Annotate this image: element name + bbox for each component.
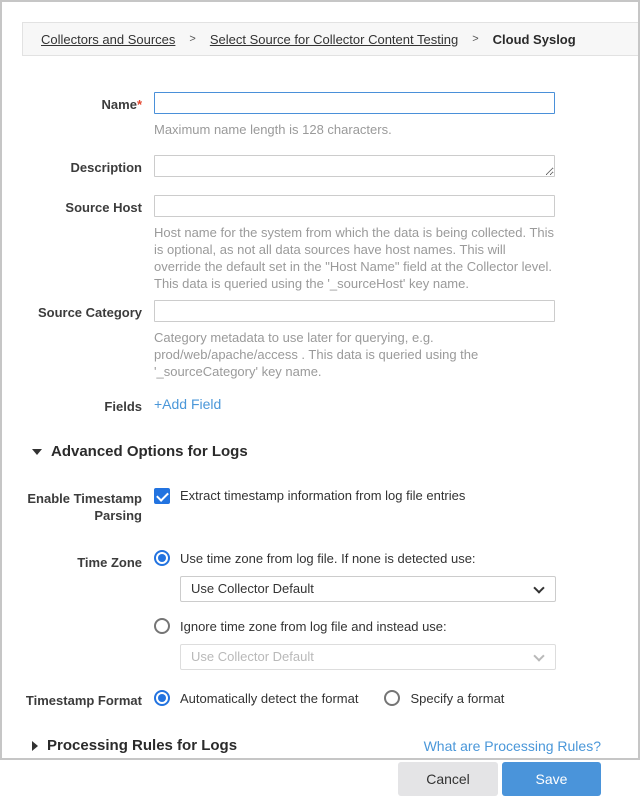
source-category-label: Source Category <box>37 305 142 320</box>
timezone-fallback-select[interactable]: Use Collector Default <box>180 576 556 602</box>
breadcrumb-separator: > <box>189 33 196 45</box>
ignore-timezone-radio[interactable] <box>154 618 170 634</box>
processing-rules-row <box>22 737 618 754</box>
source-host-label: Source Host <box>65 200 142 215</box>
description-row <box>22 155 618 182</box>
timestamp-parsing-label: Enable Timestamp Parsing <box>27 491 142 523</box>
what-are-processing-rules-link[interactable]: What are Processing Rules? <box>423 737 601 754</box>
specify-format-radio[interactable] <box>384 690 400 706</box>
breadcrumb-link-collectors[interactable]: Collectors and Sources <box>41 31 176 47</box>
advanced-options-header[interactable] <box>32 443 618 460</box>
timestamp-format-label: Timestamp Format <box>25 693 142 708</box>
use-timezone-from-logfile-radio[interactable] <box>154 550 170 566</box>
description-textarea[interactable] <box>154 155 555 177</box>
source-host-input[interactable] <box>154 195 555 217</box>
save-button[interactable]: Save <box>502 762 601 796</box>
extract-timestamp-checkbox[interactable] <box>154 488 170 504</box>
processing-rules-title: Processing Rules for Logs <box>47 737 238 754</box>
timezone-override-select: Use Collector Default <box>180 644 556 670</box>
specify-format-label: Specify a format <box>410 690 505 706</box>
auto-detect-format-radio[interactable] <box>154 690 170 706</box>
chevron-collapsed-icon <box>32 741 38 751</box>
use-timezone-from-logfile-label: Use time zone from log file. If none is detected use: <box>180 550 476 566</box>
time-zone-label: Time Zone <box>77 555 142 570</box>
fields-label: Fields <box>104 399 142 414</box>
chevron-down-icon <box>533 582 544 593</box>
auto-detect-format-label: Automatically detect the format <box>180 690 359 706</box>
source-category-help-text: Category metadata to use later for querying, e.g. prod/web/apache/access . This data is queried using the '_sourceCategory' key name. <box>154 330 479 379</box>
cancel-button[interactable]: Cancel <box>398 762 498 796</box>
source-host-help-text: Host name for the system from which the data is being collected. This is optional, as not all data sources have host names. This will override the default set in the "Host Name" field at the Collector level. This data is queried using the '_sourceHost' key name. <box>154 225 555 291</box>
source-category-row <box>22 300 618 380</box>
timestamp-parsing-row <box>22 486 618 524</box>
extract-timestamp-checkbox-label: Extract timestamp information from log file entries <box>180 488 466 503</box>
name-row <box>22 92 618 138</box>
required-asterisk: * <box>136 97 142 112</box>
name-label: Name* <box>101 97 142 112</box>
timestamp-format-row <box>22 688 618 709</box>
breadcrumb-current: Cloud Syslog <box>492 31 576 47</box>
time-zone-row <box>22 550 618 670</box>
advanced-options-title: Advanced Options for Logs <box>51 443 248 460</box>
description-label: Description <box>70 160 142 175</box>
breadcrumb <box>22 22 638 56</box>
ignore-timezone-label: Ignore time zone from log file and instead use: <box>180 618 447 634</box>
processing-rules-header[interactable] <box>32 737 237 754</box>
breadcrumb-link-select-source[interactable]: Select Source for Collector Content Testing <box>209 31 459 47</box>
chevron-down-icon <box>533 650 544 661</box>
chevron-expanded-icon <box>32 449 42 455</box>
fields-row <box>22 394 618 415</box>
breadcrumb-separator: > <box>472 33 479 45</box>
name-help-text: Maximum name length is 128 characters. <box>154 122 392 137</box>
name-input[interactable] <box>154 92 555 114</box>
action-buttons <box>22 762 618 796</box>
source-category-input[interactable] <box>154 300 555 322</box>
add-field-link[interactable]: +Add Field <box>154 396 222 412</box>
source-host-row <box>22 195 618 292</box>
